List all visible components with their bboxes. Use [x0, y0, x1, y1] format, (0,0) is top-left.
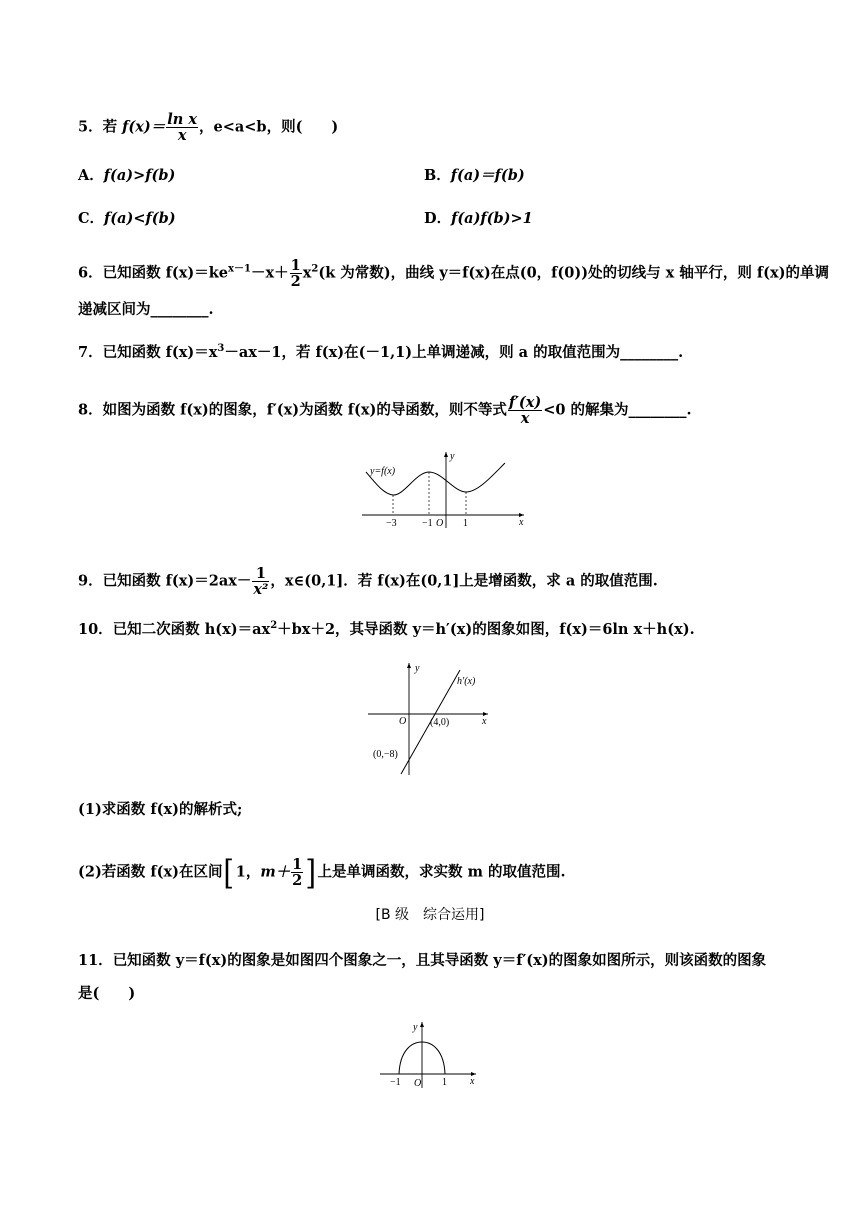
tick-label: −3: [386, 518, 397, 529]
section-heading: [B 级 综合运用]: [375, 907, 485, 923]
origin-label: O: [414, 1078, 422, 1089]
question-10-part2: (2)若函数 f(x)在区间[1，m＋ $\frac{1}{2}$ ]上是单调函数，求实数 m 的取值范围.: [78, 852, 566, 893]
question-8: 8．如图为函数 f(x)的图象，f′(x)为函数 f(x)的导函数，则不等式 $\frac{f'(x)}{x}$ <0 的解集为________.: [78, 394, 692, 427]
question-number: 11．: [78, 952, 113, 969]
figure-h-prime-graph: [366, 660, 496, 782]
question-10-part1: (1)求函数 f(x)的解析式;: [78, 801, 243, 818]
question-7: 7．已知函数 $f(x)=x^3-ax-1$，若 f(x)在(－1,1)上单调递减，则 a 的取值范围为________.: [78, 343, 684, 361]
tick-label: 1: [463, 518, 468, 529]
question-11: 11．已知函数 y＝f(x)的图象是如图四个图象之一，且其导函数 y＝f′(x)的图象如图所示，则该函数的图象: [78, 952, 767, 969]
origin-label: O: [399, 716, 407, 727]
y-axis-label: y: [450, 451, 455, 462]
question-11-line2: 是( ): [78, 985, 136, 1002]
question-number: 5．: [78, 118, 103, 136]
line-label: h′(x): [457, 676, 476, 687]
x-axis-label: x: [482, 716, 487, 727]
question-5: 5．若 f(x)＝ $\frac{\text{ln x}}{x}$ ，e<a<b，则( ): [78, 111, 339, 144]
curve-label: y=f(x): [370, 466, 396, 477]
y-axis-label: y: [415, 663, 420, 674]
question-number: 6．: [78, 264, 103, 282]
tick-label: −1: [390, 1077, 401, 1088]
question-number: 8．: [78, 401, 103, 419]
y-axis-label: y: [413, 1022, 418, 1033]
option-b: B．f(a)＝f(b): [424, 167, 525, 184]
question-6-line2: 递减区间为________.: [78, 301, 214, 318]
x-axis-label: x: [470, 1076, 475, 1087]
question-10: 10．已知二次函数 $h(x)=ax^2+bx+2$，其导函数 y＝h′(x)的图象如图，f(x)＝6ln x＋h(x).: [78, 620, 695, 638]
fraction: $\frac{1}{2}$: [292, 856, 303, 889]
question-number: 10．: [78, 621, 113, 638]
option-c: C．f(a)<f(b): [78, 210, 176, 227]
question-6: 6．已知函数 $f(x)=ke^{x-1}-x+$ $\frac{1}{2}$ $x^2(k$ 为常数)，曲线 y＝f(x)在点(0，f(0))处的切线与 x 轴平行，则 f(x)的单调: [78, 257, 829, 290]
y-axis-arrow: [420, 1022, 424, 1027]
f-graph-svg: [356, 448, 531, 530]
fraction: $\frac{\text{ln x}}{x}$: [167, 111, 198, 144]
x-axis-label: x: [519, 517, 524, 528]
option-a: A．f(a)>f(b): [78, 167, 176, 184]
tick-label: 1: [442, 1077, 447, 1088]
x-intercept-label: (4,0): [430, 717, 450, 728]
figure-f-graph: [356, 448, 531, 534]
h-prime-svg: [366, 660, 496, 778]
y-intercept-label: (0,−8): [373, 749, 398, 760]
figure-f-prime-graph: [376, 1018, 484, 1096]
fraction: $\frac{f'(x)}{x}$: [508, 394, 542, 427]
question-number: 7．: [78, 344, 103, 361]
left-bracket: [: [223, 852, 235, 893]
fraction: $\frac{1}{\text{x²}}$: [253, 565, 269, 598]
right-bracket: ]: [305, 852, 317, 893]
option-d: D．f(a)f(b)>1: [424, 210, 533, 227]
f-prime-svg: [376, 1018, 484, 1092]
fraction: $\frac{1}{2}$: [290, 257, 301, 290]
tick-label: −1: [422, 518, 433, 529]
y-axis-arrow: [407, 663, 411, 668]
y-axis-arrow: [444, 452, 448, 457]
origin-label: O: [436, 518, 444, 529]
question-number: 9．: [78, 572, 103, 590]
question-9: 9．已知函数 f(x)＝2ax－ $\frac{1}{\text{x²}}$ ，x∈(0,1]．若 f(x)在(0,1]上是增函数，求 a 的取值范围.: [78, 565, 658, 598]
